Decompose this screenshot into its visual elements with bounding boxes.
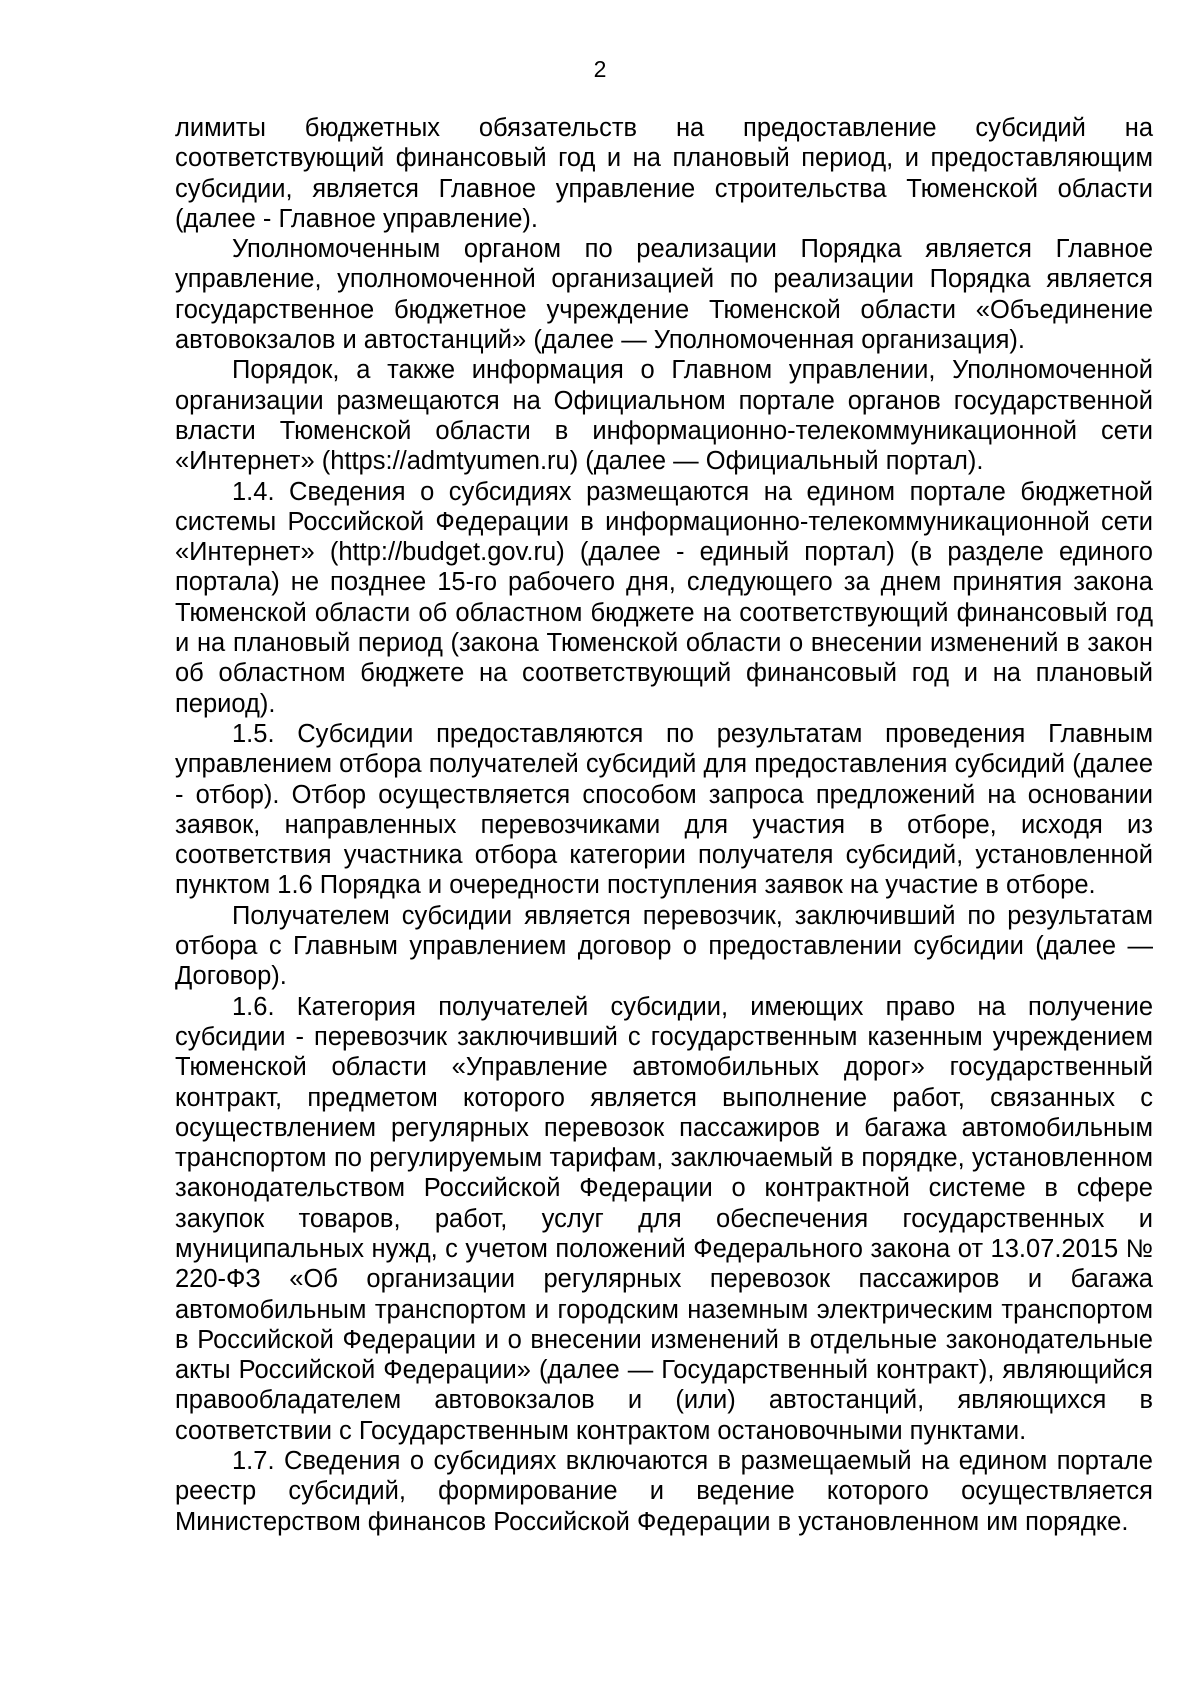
- paragraph-budget-limits: лимиты бюджетных обязательств на предоставление субсидий на соответствующий финансовый год и на плановый период, и предоставляющим субсидии, является Главное управление строительства Тюменской области (далее - Главное управление).: [175, 114, 1153, 233]
- paragraph-1-4: 1.4. Сведения о субсидиях размещаются на едином портале бюджетной системы Российской Федерации в информационно-телекоммуникационной сети «Интернет» (http://budget.gov.ru) (далее - единый портал) (в разделе единого портала) не позднее 15-го рабочего дня, следующего за днем принятия закона Тюменской области об областном бюджете на соответствующий финансовый год и на плановый период (закона Тюменской области о внесении изменений в закон об областном бюджете на соответствующий финансовый год и на плановый период).: [175, 477, 1153, 718]
- paragraph-1-6: 1.6. Категория получателей субсидии, имеющих право на получение субсидии - перевозчик заключивший с государственным казенным учреждением Тюменской области «Управление автомобильных дорог» государственный контракт, предметом которого является выполнение работ, связанных с осуществлением регулярных перевозок пассажиров и багажа автомобильным транспортом по регулируемым тарифам, заключаемый в порядке, установленном законодательством Российской Федерации о контрактной системе в сфере закупок товаров, работ, услуг для обеспечения государственных и муниципальных нужд, с учетом положений Федерального закона от 13.07.2015 № 220-ФЗ «Об организации регулярных перевозок пассажиров и багажа автомобильным транспортом и городским наземным электрическим транспортом в Российской Федерации и о внесении изменений в отдельные законодательные акты Российской Федерации» (далее — Государственный контракт), являющийся правообладателем автовокзалов и (или) автостанций, являющихся в соответствии с Государственным контрактом остановочными пунктами.: [175, 992, 1153, 1445]
- paragraph-1-5: 1.5. Субсидии предоставляются по результатам проведения Главным управлением отбора получателей субсидий для предоставления субсидий (далее - отбор). Отбор осуществляется способом запроса предложений на основании заявок, направленных перевозчиками для участия в отборе, исходя из соответствия участника отбора категории получателя субсидий, установленной пунктом 1.6 Порядка и очередности поступления заявок на участие в отборе.: [175, 719, 1153, 900]
- page-number: 2: [593, 56, 607, 82]
- document-body: [175, 113, 1153, 1537]
- paragraph-recipient: Получателем субсидии является перевозчик, заключивший по результатам отбора с Главным управлением договор о предоставлении субсидии (далее — Договор).: [175, 901, 1153, 991]
- paragraph-official-portal: Порядок, а также информация о Главном управлении, Уполномоченной организации размещаются на Официальном портале органов государственной власти Тюменской области в информационно-телекоммуникационной сети «Интернет» (https://admtyumen.ru) (далее — Официальный портал).: [175, 356, 1153, 476]
- paragraph-authorized-body: Уполномоченным органом по реализации Порядка является Главное управление, уполномоченной организацией по реализации Порядка является государственное бюджетное учреждение Тюменской области «Объединение автовокзалов и автостанций» (далее — Уполномоченная организация).: [175, 235, 1153, 355]
- paragraph-1-7: 1.7. Сведения о субсидиях включаются в размещаемый на едином портале реестр субсидий, формирование и ведение которого осуществляется Министерством финансов Российской Федерации в установленном им порядке.: [175, 1447, 1153, 1536]
